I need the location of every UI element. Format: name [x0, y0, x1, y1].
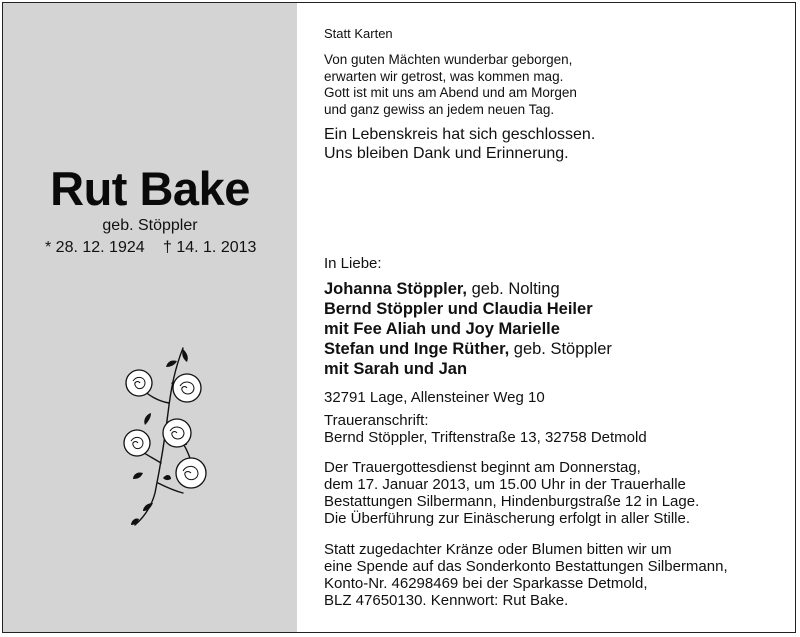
- death-date: † 14. 1. 2013: [163, 239, 257, 256]
- family-name: Johanna Stöppler,: [324, 280, 468, 298]
- family-line: [324, 279, 612, 299]
- donation-line: Konto-Nr. 46298469 bei der Sparkasse Detmold,: [324, 575, 648, 592]
- service-line: Der Trauergottesdienst beginnt am Donnerstag,: [324, 459, 641, 476]
- service-line: dem 17. Januar 2013, um 15.00 Uhr in der Trauerhalle: [324, 476, 686, 493]
- service-line: Die Überführung zur Einäscherung erfolgt in aller Stille.: [324, 510, 691, 527]
- closing-line: Uns bleiben Dank und Erinnerung.: [324, 145, 569, 162]
- poem: [324, 52, 577, 118]
- poem-line: und ganz gewiss an jedem neuen Tag.: [324, 101, 555, 117]
- left-panel: [3, 3, 297, 632]
- born-name: geb. Stöppler: [102, 217, 198, 234]
- family-suffix: geb. Nolting: [467, 280, 560, 298]
- contact-block: [324, 412, 647, 446]
- family-address: 32791 Lage, Allensteiner Weg 10: [324, 389, 545, 406]
- family-name: Stefan und Inge Rüther,: [324, 340, 510, 358]
- donation-line: eine Spende auf das Sonderkonto Bestattungen Silbermann,: [324, 558, 728, 575]
- statt-karten: Statt Karten: [324, 26, 393, 41]
- poem-line: Von guten Mächten wunderbar geborgen,: [324, 52, 573, 67]
- donation-info: [324, 541, 728, 609]
- closing-text: [324, 125, 595, 163]
- contact-address: Bernd Stöppler, Triftenstraße 13, 32758 Detmold: [324, 429, 647, 446]
- roses-icon: [113, 343, 223, 528]
- closing-line: Ein Lebenskreis hat sich geschlossen.: [324, 126, 596, 143]
- donation-line: BLZ 47650130. Kennwort: Rut Bake.: [324, 592, 569, 609]
- family-suffix: geb. Stöppler: [509, 340, 612, 358]
- contact-label: Traueranschrift:: [324, 412, 429, 429]
- poem-line: erwarten wir getrost, was kommen mag.: [324, 68, 564, 84]
- family-list: [324, 279, 612, 379]
- family-name: mit Sarah und Jan: [324, 360, 468, 378]
- poem-line: Gott ist mit uns am Abend und am Morgen: [324, 85, 577, 100]
- family-name: mit Fee Aliah und Joy Marielle: [324, 320, 560, 338]
- family-line: [324, 359, 612, 379]
- service-info: [324, 459, 699, 527]
- in-liebe: In Liebe:: [324, 255, 382, 272]
- service-line: Bestattungen Silbermann, Hindenburgstraße 12 in Lage.: [324, 493, 700, 510]
- family-line: [324, 299, 612, 319]
- family-line: [324, 319, 612, 339]
- deceased-name: Rut Bake: [50, 162, 250, 215]
- family-name: Bernd Stöppler und Claudia Heiler: [324, 300, 593, 318]
- family-line: [324, 339, 612, 359]
- donation-line: Statt zugedachter Kränze oder Blumen bitten wir um: [324, 541, 672, 558]
- birth-date: * 28. 12. 1924: [45, 239, 145, 256]
